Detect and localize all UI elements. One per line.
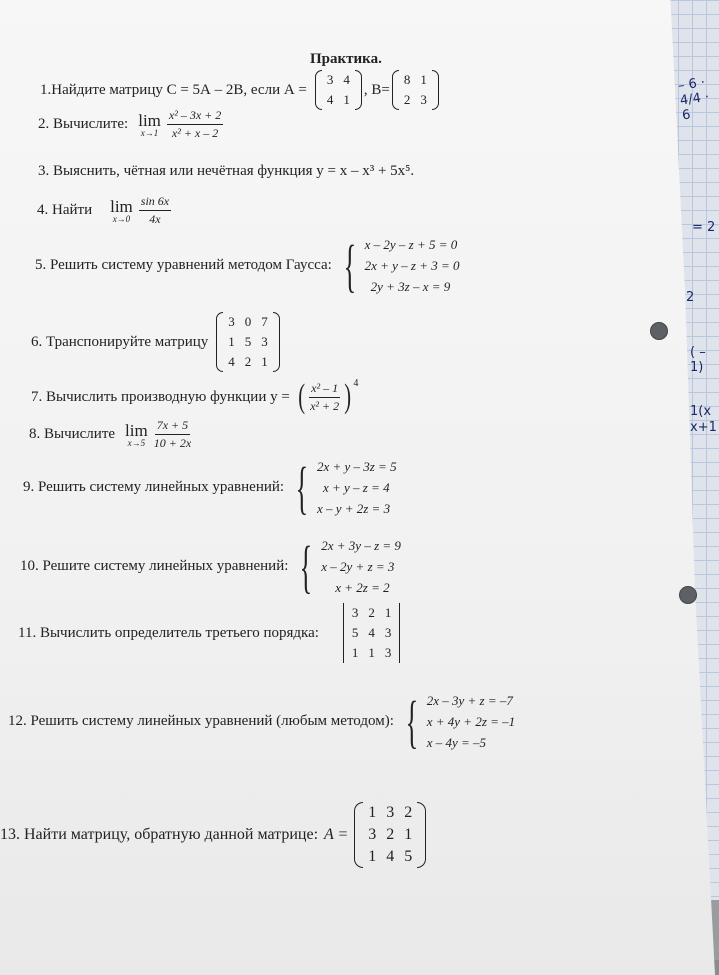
- punch-hole: [679, 586, 697, 604]
- matrix-b: 8 1 2 3: [392, 70, 439, 110]
- task-13: [0, 802, 428, 868]
- handwritten-note: 2: [686, 290, 695, 305]
- equation: 2x + 3y – z = 9: [321, 538, 401, 553]
- task-4: [37, 194, 173, 227]
- equation-system: { 2x + y – 3z = 5 x + y – z = 4 x – y + 2z = 3: [295, 454, 397, 520]
- equation: x – y + 2z = 3: [316, 501, 391, 516]
- equation: 2x + y – 3z = 5: [316, 459, 397, 474]
- matrix: 3 0 7 1 5 3 4 2 1: [216, 312, 280, 372]
- task-6: [31, 312, 282, 372]
- task-text: , В=: [363, 81, 390, 98]
- task-7: 7. Вычислить производную функции у = ( $\frac{\text{x² – 1}}{\text{x² + 2}}$ ) $^4$: [31, 378, 359, 415]
- handwritten-note: x+1: [690, 420, 717, 435]
- task-3: [38, 163, 420, 180]
- matrix-variable: A =: [324, 826, 349, 843]
- handwritten-note: = 2: [692, 220, 716, 235]
- limit: lim x→1: [138, 111, 161, 138]
- task-5: [35, 234, 460, 297]
- task-text: 5. Решить систему уравнений методом Гаусса:: [35, 257, 332, 273]
- task-text: 11. Вычислить определитель третьего порядка:: [18, 624, 319, 641]
- handwritten-note: 1(x: [690, 404, 712, 419]
- equation: x + y – z = 4: [322, 480, 390, 495]
- equation: x + 4y + 2z = –1: [426, 714, 516, 729]
- task-9: [23, 456, 397, 519]
- determinant: 3 2 1 5 4 3 1 1 3: [343, 603, 401, 663]
- equation: x – 4y = –5: [426, 735, 487, 750]
- task-11: [18, 603, 402, 663]
- fraction: $\frac{7x + 5}{10 + 2x}$: [153, 418, 192, 450]
- equation-system: { x – 2y – z + 5 = 0 2x + y – z + 3 = 0 2y + 3z – x = 9: [343, 232, 460, 298]
- task-text: 10. Решите систему линейных уравнений:: [20, 558, 289, 574]
- equation: 2x – 3y + z = –7: [426, 693, 513, 708]
- punch-hole: [650, 322, 668, 340]
- fraction: $\frac{\sin 6x}{4x}$: [140, 194, 170, 226]
- handwritten-note: – 6 · 4/4 · 6: [677, 75, 711, 124]
- task-text: 7. Вычислить производную функции у =: [31, 388, 290, 405]
- fraction: $\frac{\text{x² – 3x + 2}}{\text{x² + x – 2}}$: [168, 108, 222, 140]
- task-text: 6. Транспонируйте матрицу: [31, 333, 209, 350]
- equation: 2x + y – z + 3 = 0: [364, 258, 460, 273]
- matrix: 1 3 2 3 2 1 1 4 5: [354, 802, 426, 868]
- task-1: [40, 70, 441, 110]
- task-text: 8. Вычислите: [29, 426, 116, 442]
- task-text: 2. Вычислите:: [38, 116, 129, 132]
- task-text: 9. Решить систему линейных уравнений:: [23, 479, 285, 495]
- limit: lim x→5: [125, 421, 148, 448]
- task-8: [29, 418, 193, 451]
- task-text: 13. Найти матрицу, обратную данной матрице:: [0, 826, 319, 843]
- task-12: [8, 690, 515, 753]
- limit: lim x→0: [110, 197, 133, 224]
- task-text: 3. Выяснить, чётная или нечётная функция у = х – х³ + 5х⁵.: [38, 163, 415, 179]
- task-10: [20, 535, 401, 598]
- task-2: [38, 108, 225, 141]
- equation-system: { 2x + 3y – z = 9 x – 2y + z = 3 x + 2z = 2: [300, 533, 401, 599]
- matrix-a: 3 4 4 1: [315, 70, 362, 110]
- exponent: 4: [353, 378, 359, 389]
- equation: x – 2y + z = 3: [321, 559, 395, 574]
- task-text: 4. Найти: [37, 202, 93, 218]
- equation: 2y + 3z – x = 9: [370, 279, 451, 294]
- task-text: 1.Найдите матрицу С = 5А – 2В, если А =: [40, 81, 307, 98]
- page-title: Практика.: [310, 51, 382, 67]
- fraction: $\frac{\text{x² – 1}}{\text{x² + 2}}$: [310, 380, 340, 413]
- equation: x – 2y – z + 5 = 0: [364, 237, 458, 252]
- task-text: 12. Решить систему линейных уравнений (любым методом):: [8, 713, 394, 729]
- handwritten-note: ( –1): [690, 345, 706, 375]
- equation: x + 2z = 2: [335, 580, 390, 595]
- equation-system: { 2x – 3y + z = –7 x + 4y + 2z = –1 x – 4y = –5: [405, 688, 516, 754]
